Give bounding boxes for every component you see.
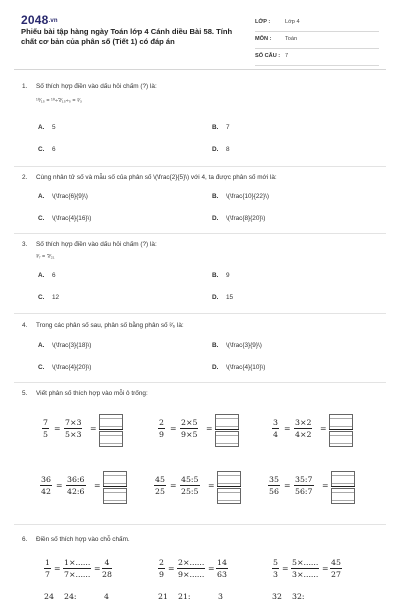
worksheet-page: 2048.vn Phiếu bài tập hàng ngày Toán lớp 4 Cánh diều Bài 58. Tính chất cơ bản của phân số (Tiết 1) có đáp án LỚP : Lớp 4 MÔN : Toán SỐ CÂU : 7 1. Số thích hợp điền vào dấu hỏi chấm (?) là: ¹⁰⁄₁₅ = ¹⁰÷?⁄₁₅÷₅ = ²⁄₃ A. 5 B. 7 C. 6 D. 8 2. Cùng nhân tử số và mẫu số của phân số \(\frac{2}{5}\) với 4, ta được phân số mới là: A. \(\frac{6}{9}\) B. \(\frac{10}{22}\) C. \(\frac{4}{16}\) D. \(\frac{8}{20}\) 3. Số thích hợp điền vào dấu hỏi chấm (?) là: ³⁄₇ = ?⁄₂₁ A. 6 B. 9 C. 12 D. 15 4. Trong các phân số sau, phân số bằng phân số ²⁄₆ là: A. \(\frac{3}{18}\) B. \(\frac{3}{9}\) C. \(\frac{4}{20}\) D. \(\frac{4}{10}\) 5. Viết phân số thích hợp vào mỗi ô trống: $\frac{7}{5}$ = $\frac{7\times 3}{5\times 3}$ = $\frac{2}{9}$ = $\frac{2\times 5}{9\times 5}$ = $\frac{3}{4}$ = $\frac{3\times 2}{4\times 2}$ = $\frac{36}{42}$ = $\frac{36:6}{42:6}$ = $\frac{45}{25}$ = $\frac{45:5}{25:5}$ = $\frac{35}{56}$ = $\frac{35:7}{56:7}$ = 6. Điền số thích hợp vào chỗ chấm. $\frac{1}{7}$ = $\frac{1\times......}{7\times......}$ = $\frac{4}{28}$ $\frac{2}{9}$ = $\frac{2\times......}{9\times......}$ = $\frac{14}{63}$ $\frac{5}{3}$ = $\frac{5\times......}{3\times......}$ = $\frac{45}{27}$ 24 24: 4 21 21: 3 32 32: xyxy=(0,0,400,600)
answer-box-numerator[interactable] xyxy=(215,414,239,430)
separator xyxy=(14,166,386,167)
q3-option-c[interactable]: C. 12 xyxy=(38,294,60,301)
header-divider xyxy=(14,69,386,70)
meta-subject: MÔN : Toán xyxy=(255,34,379,49)
answer-box-denominator[interactable] xyxy=(103,488,127,504)
answer-box-denominator[interactable] xyxy=(331,488,355,504)
answer-box-denominator[interactable] xyxy=(215,431,239,447)
q1-option-d[interactable]: D. 8 xyxy=(212,146,230,153)
meta-info xyxy=(255,17,379,68)
q2-option-d[interactable]: D. \(\frac{8}{20}\) xyxy=(212,215,266,222)
answer-box-numerator[interactable] xyxy=(99,414,123,430)
fill-blank-fraction[interactable]: $\frac{2\times......}{9\times......}$ xyxy=(178,558,205,579)
separator xyxy=(14,382,386,383)
q3-option-a[interactable]: A. 6 xyxy=(38,272,56,279)
logo: 2048.vn xyxy=(21,13,58,27)
q4-option-a[interactable]: A. \(\frac{3}{18}\) xyxy=(38,342,92,349)
q1-option-a[interactable]: A. 5 xyxy=(38,124,56,131)
answer-box-denominator[interactable] xyxy=(217,488,241,504)
question-3-expression: ³⁄₇ = ?⁄₂₁ xyxy=(36,254,55,260)
answer-box-numerator[interactable] xyxy=(103,471,127,487)
separator xyxy=(14,313,386,314)
q1-option-b[interactable]: B. 7 xyxy=(212,124,230,131)
q2-option-c[interactable]: C. \(\frac{4}{16}\) xyxy=(38,215,92,222)
q4-option-b[interactable]: B. \(\frac{3}{9}\) xyxy=(212,342,262,349)
separator xyxy=(14,233,386,234)
meta-question-count: SỐ CÂU : 7 xyxy=(255,51,379,66)
answer-box-numerator[interactable] xyxy=(329,414,353,430)
q3-option-d[interactable]: D. 15 xyxy=(212,294,234,301)
header xyxy=(0,0,400,62)
answer-box-numerator[interactable] xyxy=(217,471,241,487)
fill-blank-fraction[interactable]: $\frac{1\times......}{7\times......}$ xyxy=(64,558,91,579)
page-title: Phiếu bài tập hàng ngày Toán lớp 4 Cánh diều Bài 58. Tính chất cơ bản của phân số (Tiết 1) có đáp án xyxy=(21,27,233,46)
question-1-expression: ¹⁰⁄₁₅ = ¹⁰÷?⁄₁₅÷₅ = ²⁄₃ xyxy=(36,98,82,104)
meta-grade: LỚP : Lớp 4 xyxy=(255,17,379,32)
q2-option-a[interactable]: A. \(\frac{6}{9}\) xyxy=(38,193,88,200)
q1-option-c[interactable]: C. 6 xyxy=(38,146,56,153)
fill-blank-fraction[interactable]: $\frac{5\times......}{3\times......}$ xyxy=(292,558,319,579)
separator xyxy=(14,524,386,525)
q2-option-b[interactable]: B. \(\frac{10}{22}\) xyxy=(212,193,269,200)
answer-box-numerator[interactable] xyxy=(331,471,355,487)
q3-option-b[interactable]: B. 9 xyxy=(212,272,230,279)
answer-box-denominator[interactable] xyxy=(99,431,123,447)
q4-option-d[interactable]: D. \(\frac{4}{10}\) xyxy=(212,364,266,371)
answer-box-denominator[interactable] xyxy=(329,431,353,447)
q4-option-c[interactable]: C. \(\frac{4}{20}\) xyxy=(38,364,92,371)
